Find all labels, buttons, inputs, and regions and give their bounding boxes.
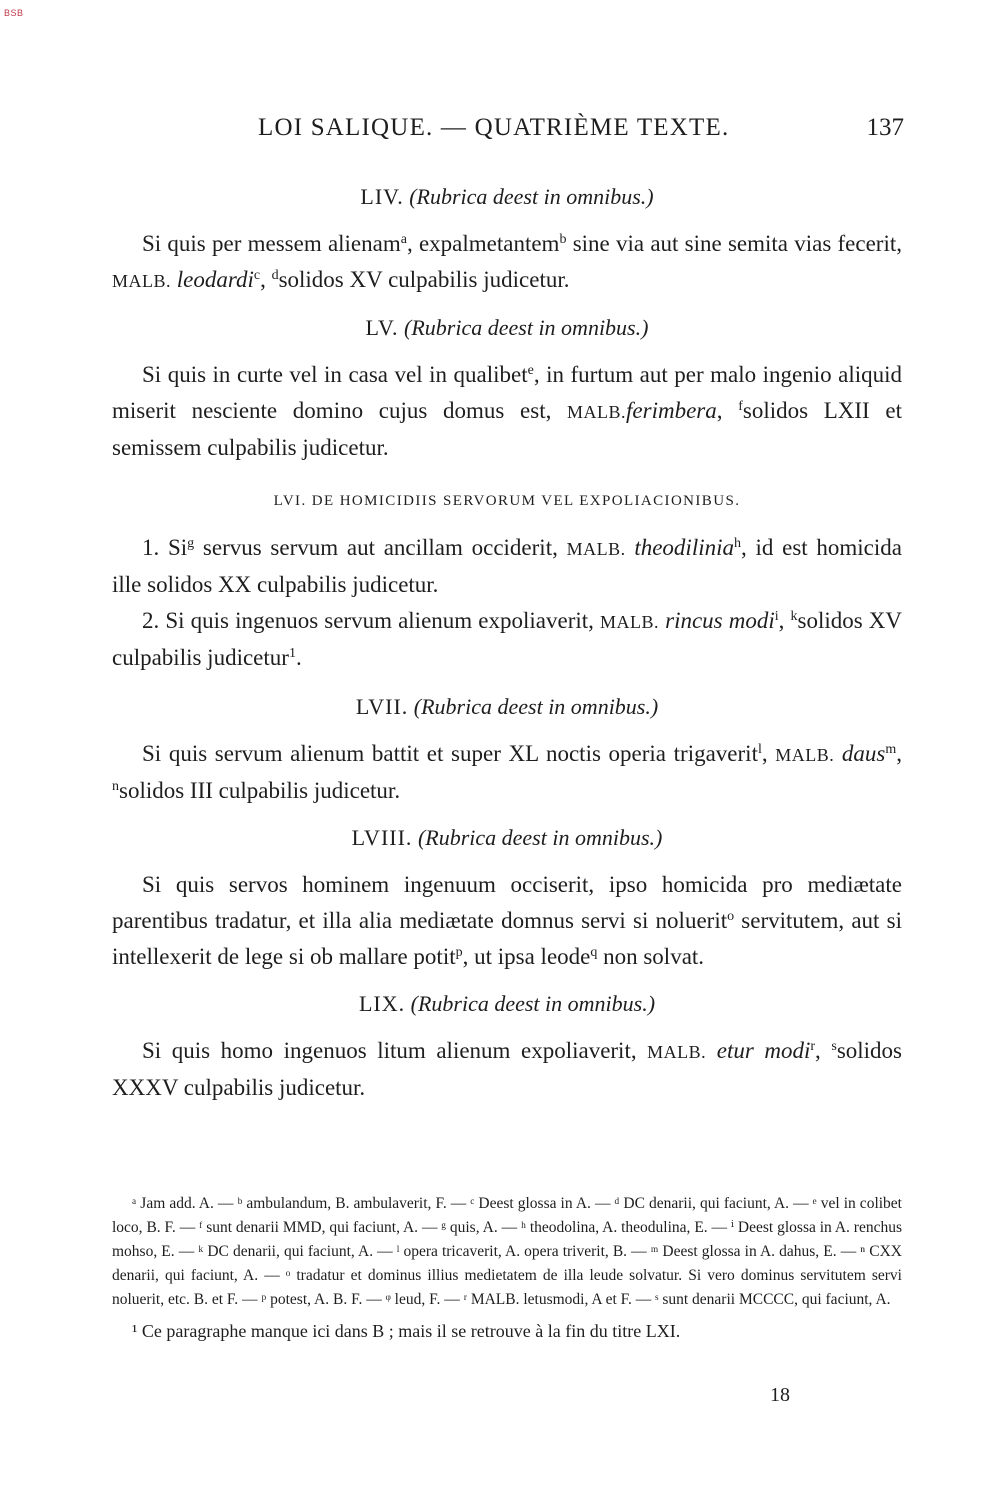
paragraph-liv: Si quis per messem alienam$^a$, expalmetantem$^b$ sine via aut sine semita vias fecerit, MALB. leodardi$^c$, $^d$solidos XV culpabilis judicetur. (112, 231, 902, 292)
paragraph-lviii: Si quis servos hominem ingenuum occiserit, ipso homicida pro mediætate parentibus tradatur, et illa alia mediætate domnus servi si noluerit$^o$ servitutem, aut si intellexerit de lege si ob mallare potit$^p$, ut ipsa leode$^q$ non solvat. (112, 872, 902, 969)
malb-abbrev: MALB. (600, 612, 660, 632)
paragraph-lvi-1: 1. Si$^g$ servus servum aut ancillam occiderit, MALB. theodilinia$^h$, id est homicida ille solidos XX culpabilis judicetur. (112, 535, 902, 597)
malberg-gloss: etur modi (706, 1038, 811, 1063)
section-rubric: (Rubrica deest in omnibus.) (404, 315, 649, 340)
section-rubric: (Rubrica deest in omnibus.) (409, 184, 654, 209)
malberg-gloss: ferimbera (626, 398, 717, 423)
paragraph-lix: Si quis homo ingenuos litum alienum expoliaverit, MALB. etur modi$^r$, $^s$solidos XXXV culpabilis judicetur. (112, 1038, 902, 1100)
library-mark: BSB (4, 8, 24, 18)
malb-abbrev: MALB. (567, 402, 627, 422)
footnotes (112, 1192, 902, 1344)
paragraph-lvi-2: 2. Si quis ingenuos servum alienum expoliaverit, MALB. rincus modi$^i$, $^k$solidos XV culpabilis judicetur$^1$. (112, 608, 903, 670)
paragraph-lv: Si quis in curte vel in casa vel in qualibet$^e$, in furtum aut per malo ingenio aliquid miserit nesciente domino cujus domus est, MALB.ferimbera, $^f$solidos LXII et semissem culpabilis judicetur. (112, 362, 903, 460)
section-title-lix (112, 989, 902, 1019)
malb-abbrev: MALB. (775, 745, 835, 765)
section-number: LVII. (355, 694, 409, 719)
section-number: LVIII. (351, 825, 413, 850)
signature-mark: 18 (770, 1384, 790, 1406)
page-number: 137 (866, 114, 904, 141)
malberg-gloss: leodardi (171, 267, 254, 292)
malb-abbrev: MALB. (647, 1042, 707, 1062)
malb-abbrev: MALB. (112, 271, 172, 291)
section-number: LIV. (360, 184, 404, 209)
variant-notes: ᵃ Jam add. A. — ᵇ ambulandum, B. ambulaverit, F. — ᶜ Deest glossa in A. — ᵈ DC denarii, qui faciunt, A. — ᵉ vel in colibet loco, B. F. — ᶠ sunt denarii MMD, qui faciunt, A. — ᵍ quis, A. — ʰ theodolina, A. theodulina, E. — ⁱ Deest glossa in A. renchus mohso, E. — ᵏ DC denarii, qui faciunt, A. — ˡ opera tricaverit, A. opera triverit, B. — ᵐ Deest glossa in A. dahus, E. — ⁿ CXX denarii, qui faciunt, A. — ᵒ tradatur et dominus illius medietatem de illa leude solvatur. Si vero dominus servitutem servi noluerit, etc. B. et F. — ᵖ potest, A. B. F. — ᵠ leud, F. — ʳ MALB. letusmodi, A et F. — ˢ sunt denarii MCCCC, qui faciunt, A. (112, 1195, 902, 1308)
paragraph-lvii: Si quis servum alienum battit et super XL noctis operia trigaverit$^l$, MALB. daus$^m$, $^n$solidos III culpabilis judicetur. (112, 741, 903, 803)
malb-abbrev: MALB. (566, 539, 626, 559)
section-title-liv (112, 182, 902, 212)
section-rubric: (Rubrica deest in omnibus.) (410, 991, 656, 1016)
section-rubric: (Rubrica deest in omnibus.) (417, 825, 663, 850)
malberg-gloss: daus (834, 741, 886, 766)
section-number: LIX. (358, 991, 406, 1016)
main-text (112, 182, 902, 1120)
section-title-lvi: LVI. DE HOMICIDIIS SERVORUM VEL EXPOLIACIONIBUS. (273, 493, 741, 509)
section-number: LV. (365, 315, 399, 340)
section-rubric: (Rubrica deest in omnibus.) (413, 694, 659, 719)
section-title-lvii (112, 692, 902, 722)
section-title-lviii (112, 823, 902, 853)
footnote-1: ¹ Ce paragraphe manque ici dans B ; mais il se retrouve à la fin du titre LXI. (132, 1321, 681, 1341)
malberg-gloss: theodilinia (625, 535, 734, 560)
malberg-gloss: rincus modi (659, 608, 775, 633)
running-title: LOI SALIQUE. — QUATRIÈME TEXTE. (258, 114, 730, 141)
section-title-lv (112, 313, 902, 343)
page-header (258, 114, 904, 150)
